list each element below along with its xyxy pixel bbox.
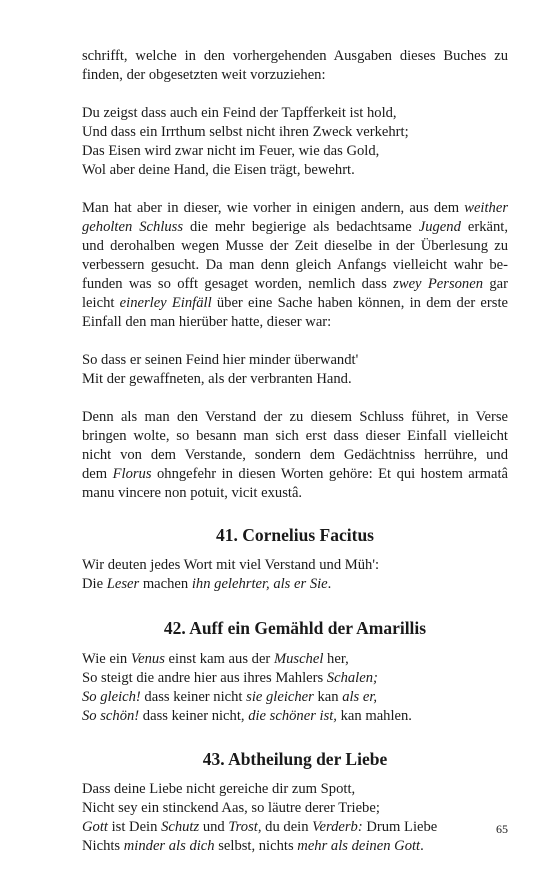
verse-line: Die Leser machen ihn gelehrter, als er Sie. <box>82 576 332 592</box>
commentary-paragraph-2 <box>82 408 508 503</box>
verse-line: So steigt die andre hier aus ihres Mahlers Schalen; <box>82 670 378 686</box>
page-body <box>82 47 508 856</box>
poem-41 <box>82 556 508 594</box>
verse-line: Gott ist Dein Schutz und Trost, du dein Verderb: Drum Liebe <box>82 819 438 835</box>
text-line: dem Florus ohngefehr in diesen Worten gehöre: Et qui hostem armatâ <box>82 466 508 482</box>
poem-42 <box>82 650 508 726</box>
text-line: funden was so offt gesaget worden, nemlich dass zwey Personen gar <box>82 276 508 292</box>
intro-paragraph <box>82 47 508 85</box>
verse-line: So dass er seinen Feind hier minder überwandt' <box>82 352 359 368</box>
text-line: verbessern gesucht. Da man denn gleich Anfangs vielleicht wahr be- <box>82 257 508 273</box>
verse-line: Dass deine Liebe nicht gereiche dir zum Spott, <box>82 781 356 797</box>
text-line: leicht einerley Einfäll über eine Sache haben können, in dem der erste <box>82 295 508 311</box>
verse-line: Nichts minder als dich selbst, nichts mehr als deinen Gott. <box>82 838 424 854</box>
verse-line: Das Eisen wird zwar nicht im Feuer, wie das Gold, <box>82 143 380 159</box>
text-line: schrifft, welche in den vorhergehenden Ausgaben dieses Buches zu <box>82 48 508 64</box>
verse-block-1 <box>82 104 508 180</box>
text-line: bringen wolte, so besann man sich erst dass dieser Einfall vielleicht <box>82 428 508 444</box>
page-number: 65 <box>496 822 508 836</box>
text-line: manu vincere non potuit, vicit exustâ. <box>82 485 303 501</box>
section-heading-43: 43. Abtheilung der Liebe <box>202 749 388 769</box>
poem-43 <box>82 780 508 856</box>
section-heading-42: 42. Auff ein Gemähld der Amarillis <box>163 618 427 638</box>
verse-block-2 <box>82 351 508 389</box>
verse-line: Und dass ein Irrthum selbst nicht ihren Zweck verkehrt; <box>82 124 409 140</box>
text-line: Einfall den man hierüber hatte, dieser war: <box>82 314 332 330</box>
text-line: nicht von dem Verstande, sondern dem Gedächtniss herrühre, und <box>82 447 508 463</box>
verse-line: Wie ein Venus einst kam aus der Muschel her, <box>82 651 349 667</box>
text-line: Denn als man den Verstand der zu diesem Schluss führet, in Verse <box>82 409 508 425</box>
verse-line: So schön! dass keiner nicht, die schöner ist, kan mahlen. <box>82 708 412 724</box>
text-line: finden, der obgesetzten weit vorzuziehen: <box>82 67 326 83</box>
text-line: geholten Schluss die mehr begierige als bedachtsame Jugend erkänt, <box>82 219 509 235</box>
verse-line: Nicht sey ein stinckend Aas, so läutre derer Triebe; <box>82 800 380 816</box>
commentary-paragraph-1 <box>82 199 508 332</box>
text-line: Man hat aber in dieser, wie vorher in einigen andern, aus dem weither <box>82 200 508 216</box>
verse-line: Du zeigst dass auch ein Feind der Tapfferkeit ist hold, <box>82 105 397 121</box>
verse-line: Wir deuten jedes Wort mit viel Verstand und Müh': <box>82 557 380 573</box>
verse-line: So gleich! dass keiner nicht sie gleicher kan als er, <box>82 689 378 705</box>
text-line: und derohalben wegen Musse der Zeit dieselbe in der Überlesung zu <box>82 238 508 254</box>
section-heading-41: 41. Cornelius Facitus <box>216 525 374 545</box>
verse-line: Mit der gewaffneten, als der verbranten Hand. <box>82 371 352 387</box>
verse-line: Wol aber deine Hand, die Eisen trägt, bewehrt. <box>82 162 355 178</box>
